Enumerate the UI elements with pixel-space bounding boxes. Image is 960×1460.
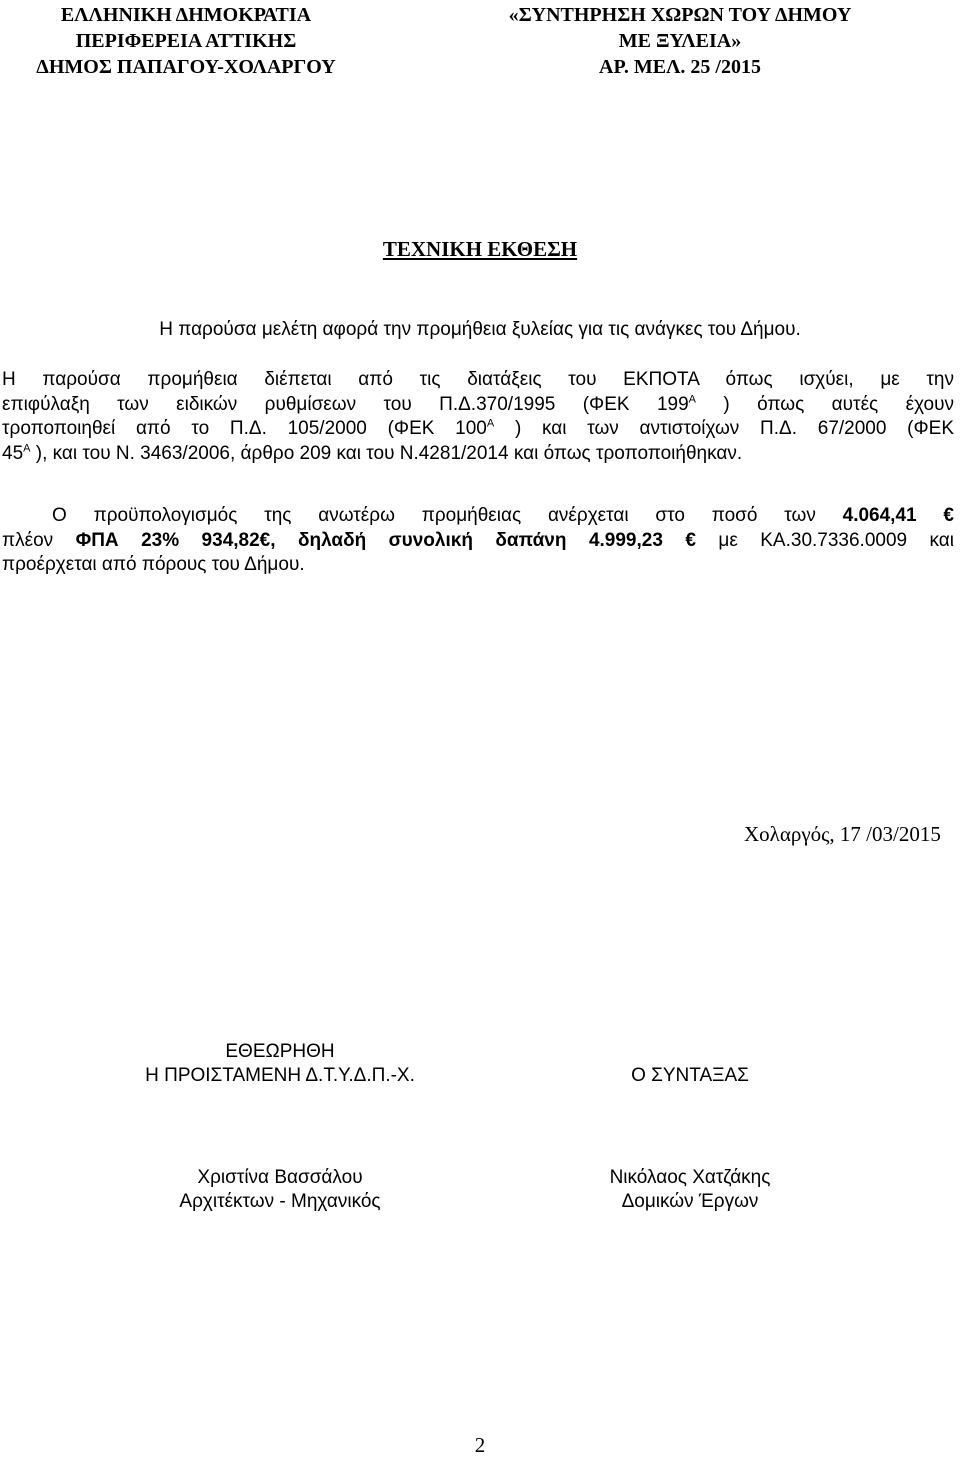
budget-line-1: Ο προϋπολογισμός της ανωτέρω προμήθειας ανέρχεται στο ποσό των 4.064,41 €	[52, 505, 954, 526]
header-study-number: ΑΡ. ΜΕΛ. 25 /2015	[599, 56, 761, 78]
intro-paragraph: Η παρούσα μελέτη αφορά την προμήθεια ξυλείας για τις ανάγκες του Δήμου.	[159, 319, 801, 340]
legal-line-4: $45^A$ ), και του Ν. 3463/2006, άρθρο 209 και του Ν.4281/2014 και όπως τροποποιήθηκαν.	[2, 442, 743, 464]
approval-label: ΕΘΕΩΡΗΘΗ	[225, 1041, 335, 1062]
header-municipality: ΔΗΜΟΣ ΠΑΠΑΓΟΥ-ΧΟΛΑΡΓΟΥ	[36, 56, 336, 78]
legal-line-2: επιφύλαξη των ειδικών ρυθμίσεων του Π.Δ.370/1995 (ΦΕΚ $199^A$ ) όπως αυτές έχουν	[2, 393, 954, 415]
header-region: ΠΕΡΙΦΕΡΕΙΑ ΑΤΤΙΚΗΣ	[75, 30, 297, 52]
legal-line-1: Η παρούσα προμήθεια διέπεται από τις διατάξεις του ΕΚΠΟΤΑ όπως ισχύει, με την	[2, 369, 954, 390]
budget-paragraph	[2, 504, 954, 578]
euro-icon: €	[685, 529, 696, 551]
author-role: Δομικών Έργων	[621, 1191, 759, 1212]
author-title: Ο ΣΥΝΤΑΞΑΣ	[631, 1065, 749, 1086]
header-right	[430, 2, 930, 80]
header-country: ΕΛΛΗΝΙΚΗ ΔΗΜΟΚΡΑΤΙΑ	[60, 4, 312, 26]
header-project-title: «ΣΥΝΤΗΡΗΣΗ ΧΩΡΩΝ ΤΟΥ ΔΗΜΟΥ	[508, 4, 852, 26]
supervisor-name: Χριστίνα Βασσάλου	[197, 1167, 363, 1188]
author-name: Νικόλαος Χατζάκης	[609, 1167, 771, 1188]
header-left	[6, 2, 366, 80]
legal-paragraph	[2, 368, 954, 466]
euro-icon: €	[259, 529, 271, 551]
header-project-subtitle: ΜΕ ΞΥΛΕΙΑ»	[618, 30, 742, 52]
total-amount: 4.999,23	[588, 529, 663, 551]
supervisor-role: Αρχιτέκτων - Μηχανικός	[179, 1191, 381, 1212]
budget-amount: 4.064,41	[842, 505, 917, 526]
document-title: ΤΕΧΝΙΚΗ ΕΚΘΕΣΗ	[382, 237, 578, 261]
legal-line-3: τροποποιηθεί από το Π.Δ. 105/2000 (ΦΕΚ $100^A$ ) και των αντιστοίχων Π.Δ. 67/2000 (ΦΕΚ	[2, 417, 955, 439]
euro-icon: €	[943, 505, 954, 526]
budget-line-2: πλέον ΦΠΑ 23% 934,82€, δηλαδή συνολική δαπάνη 4.999,23 € με ΚΑ.30.7336.0009 και	[2, 529, 955, 551]
vat-amount: ΦΠΑ 23% 934,82	[75, 529, 260, 551]
budget-line-3: προέρχεται από πόρους του Δήμου.	[2, 554, 305, 575]
supervisor-title: Η ΠΡΟΙΣΤΑΜΕΝΗ Δ.Τ.Υ.Δ.Π.-Χ.	[145, 1065, 415, 1086]
document-date: Χολαργός, 17 /03/2015	[744, 822, 941, 846]
page-number: 2	[474, 1433, 486, 1457]
